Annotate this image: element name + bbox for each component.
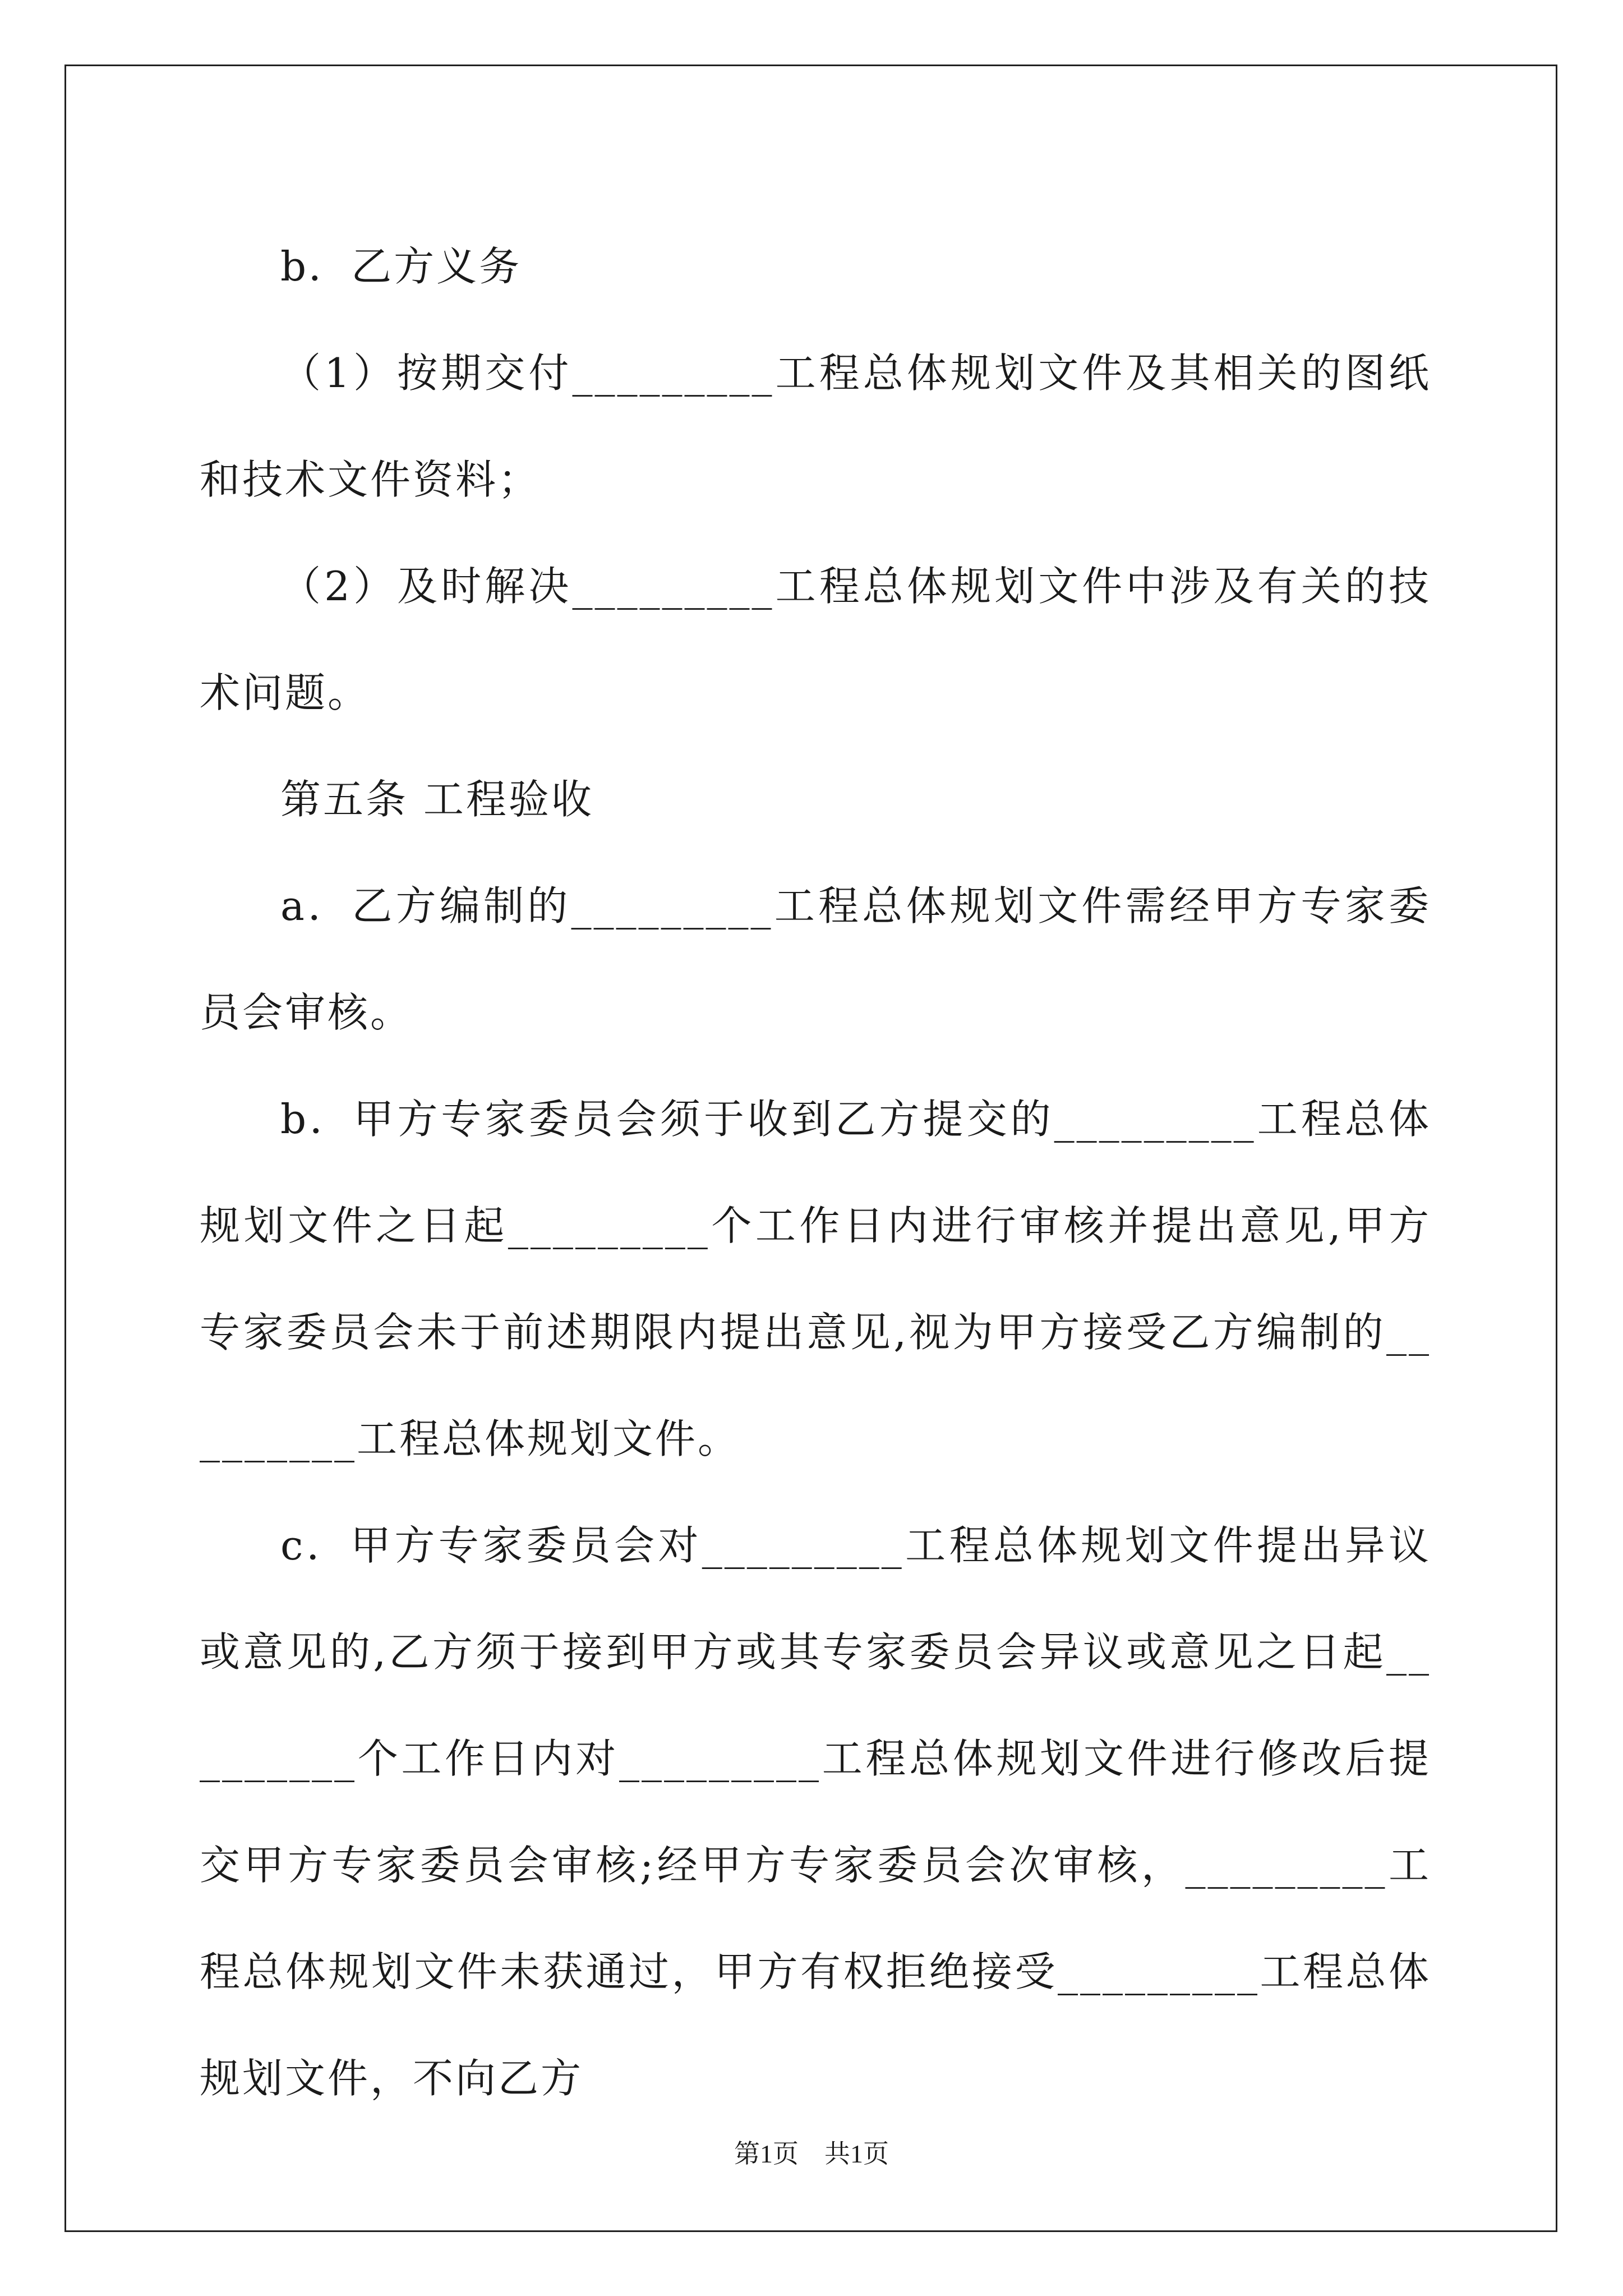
paragraph-obligation-2: （2）及时解决_________工程总体规划文件中涉及有关的技术问题。: [200, 563, 1431, 716]
page-number-footer: 第1页 共1页: [734, 2139, 889, 2168]
document-body: [200, 213, 1431, 2132]
paragraph-obligation-1: （1）按期交付_________工程总体规划文件及其相关的图纸和技术文件资料；: [200, 349, 1431, 503]
paragraph-acceptance-a: a．乙方编制的_________工程总体规划文件需经甲方专家委员会审核。: [200, 882, 1431, 1036]
paragraph-acceptance-b: b．甲方专家委员会须于收到乙方提交的_________工程总体规划文件之日起_________个工作日内进行审核并提出意见,甲方专家委员会未于前述期限内提出意见,视为甲方接受乙方编制的_________工程总体规划文件。: [200, 1096, 1431, 1462]
paragraph-acceptance-c: c．甲方专家委员会对_________工程总体规划文件提出异议或意见的,乙方须于接到甲方或其专家委员会异议或意见之日起_________个工作日内对_________工程总体规划文件进行修改后提交甲方专家委员会审核;经甲方专家委员会次审核，_________工程总体规划文件未获通过，甲方有权拒绝接受_________工程总体规划文件，不向乙方: [200, 1522, 1431, 2102]
section-heading-article-5: 第五条 工程验收: [280, 776, 594, 823]
paragraph-party-b-obligations: b．乙方义务: [280, 243, 522, 290]
